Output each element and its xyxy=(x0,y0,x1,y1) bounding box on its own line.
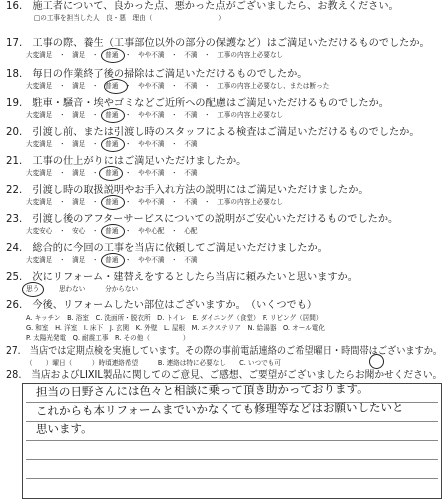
question-20: 20. 引渡し前、または引渡し時のスタッフによる検査はご満足いただけるものでしたか。 xyxy=(6,127,420,138)
question-20-options: 大変満足 ・ 満足 ・ 普通 ・ やや不満 ・ 不満 xyxy=(26,140,198,148)
answer-circle-25 xyxy=(22,282,44,297)
question-22-options: 大変満足 ・ 満足 ・ 普通 ・ やや不満 ・ 不満 ・ 工事の内容上必要なし xyxy=(26,198,284,206)
answer-circle-19 xyxy=(101,108,125,123)
parts-line-3: P. 太陽光発電 Q. 耐震工事 R. その他（ ） xyxy=(26,334,190,342)
parts-line-2: G. 和室 H. 洋室 I. 床下 J. 玄関 K. 外壁 L. 屋根 M. エクステリア N. 給湯器 O. オール電化 xyxy=(26,324,325,332)
question-25-options: 思う 思わない 分からない xyxy=(26,285,139,293)
question-24-options: 大変満足 ・ 満足 ・ 普通 ・ やや不満 ・ 不満 xyxy=(26,256,198,264)
question-26: 26. 今後、リフォームしたい部位はございますか。 （いくつでも） xyxy=(6,300,318,311)
question-18-options: 大変満足 ・ 満足 ・ 普通 ・ やや不満 ・ 不満 ・ 工事の内容上必要なし、または断った xyxy=(26,82,330,90)
answer-circle-21 xyxy=(99,166,123,181)
answer-circle-20 xyxy=(101,137,125,152)
question-24: 24. 総合的に今回の工事を当店に依頼してご満足いただけましたか。 xyxy=(6,243,328,254)
answer-circle-23 xyxy=(101,224,125,239)
handwritten-comment-line-1: 担当の日野さんには色々と相談に乗って頂き助かっております。 xyxy=(35,381,369,399)
answer-circle-17 xyxy=(101,48,125,63)
question-27: 27. 当店では定期点検を実施しています。その際の事前電話連絡のご希望曜日・時間帯はございますか。 xyxy=(6,346,443,357)
parts-line-1: A. キッチン B. 浴室 C. 洗面所・脱衣所 D. トイレ E. ダイニング（食堂） F. リビング（居間） xyxy=(26,314,323,322)
answer-circle-24 xyxy=(101,253,125,268)
question-27-options: （ ）曜日（ ）時頃連絡希望 B. 連絡は特に必要なし C. いつでも可 xyxy=(26,359,281,367)
ruled-line xyxy=(26,478,438,479)
question-28: 28. 当店およびLIXIL製品に関してのご意見、ご感想、ご要望がございましたらお聞かせください。 xyxy=(6,370,443,381)
question-18: 18. 毎日の作業終了後の掃除はご満足いただけるものでしたか。 xyxy=(6,69,308,80)
question-21-options: 大変満足 ・ 満足 ・ 普通 ・ やや不満 ・ 不満 xyxy=(26,169,198,177)
handwritten-comment-line-3: 思います。 xyxy=(35,421,93,436)
answer-circle-18 xyxy=(104,79,128,94)
question-19-options: 大変満足 ・ 満足 ・ 普通 ・ やや不満 ・ 不満 ・ 工事の内容上必要なし xyxy=(26,111,284,119)
question-22: 22. 引渡し時の取扱説明やお手入れ方法の説明にはご満足いただけましたか。 xyxy=(6,185,369,196)
answer-circle-27 xyxy=(369,354,384,369)
question-21: 21. 工事の仕上がりにはご満足いただけましたか。 xyxy=(6,156,247,167)
question-25: 25. 次にリフォーム・建替えをするとしたら当店に頼みたいと思いますか。 xyxy=(6,272,358,283)
answer-circle-22 xyxy=(101,195,125,210)
question-16-options: □の工事を担当した人 良・悪 理由（ ） xyxy=(34,14,225,22)
question-16: 16. 施工者について、良かった点、悪かった点がございましたら、お教えください。 xyxy=(6,1,399,12)
question-17-options: 大変満足 ・ 満足 ・ 普通 ・ やや不満 ・ 不満 ・ 工事の内容上必要なし xyxy=(26,51,284,59)
question-19: 19. 駐車・騒音・埃やゴミなどご近所への配慮はご満足いただけるものでしたか。 xyxy=(6,98,389,109)
handwritten-comment-line-2: これからも本リフォームまでいかなくても修理等などはお願いしたいと xyxy=(35,400,404,418)
question-23-options: 大変安心 ・ 安心 ・ 普通 ・ やや心配 ・ 心配 xyxy=(26,227,198,235)
question-17: 17. 工事の際、養生（工事部位以外の部分の保護など）はご満足いただけるものでしたか。 xyxy=(6,38,430,49)
ruled-line xyxy=(26,459,438,460)
ruled-line xyxy=(26,440,438,441)
question-23: 23. 引渡し後のアフターサービスについての説明がご安心いただけるものでしたか。 xyxy=(6,214,399,225)
